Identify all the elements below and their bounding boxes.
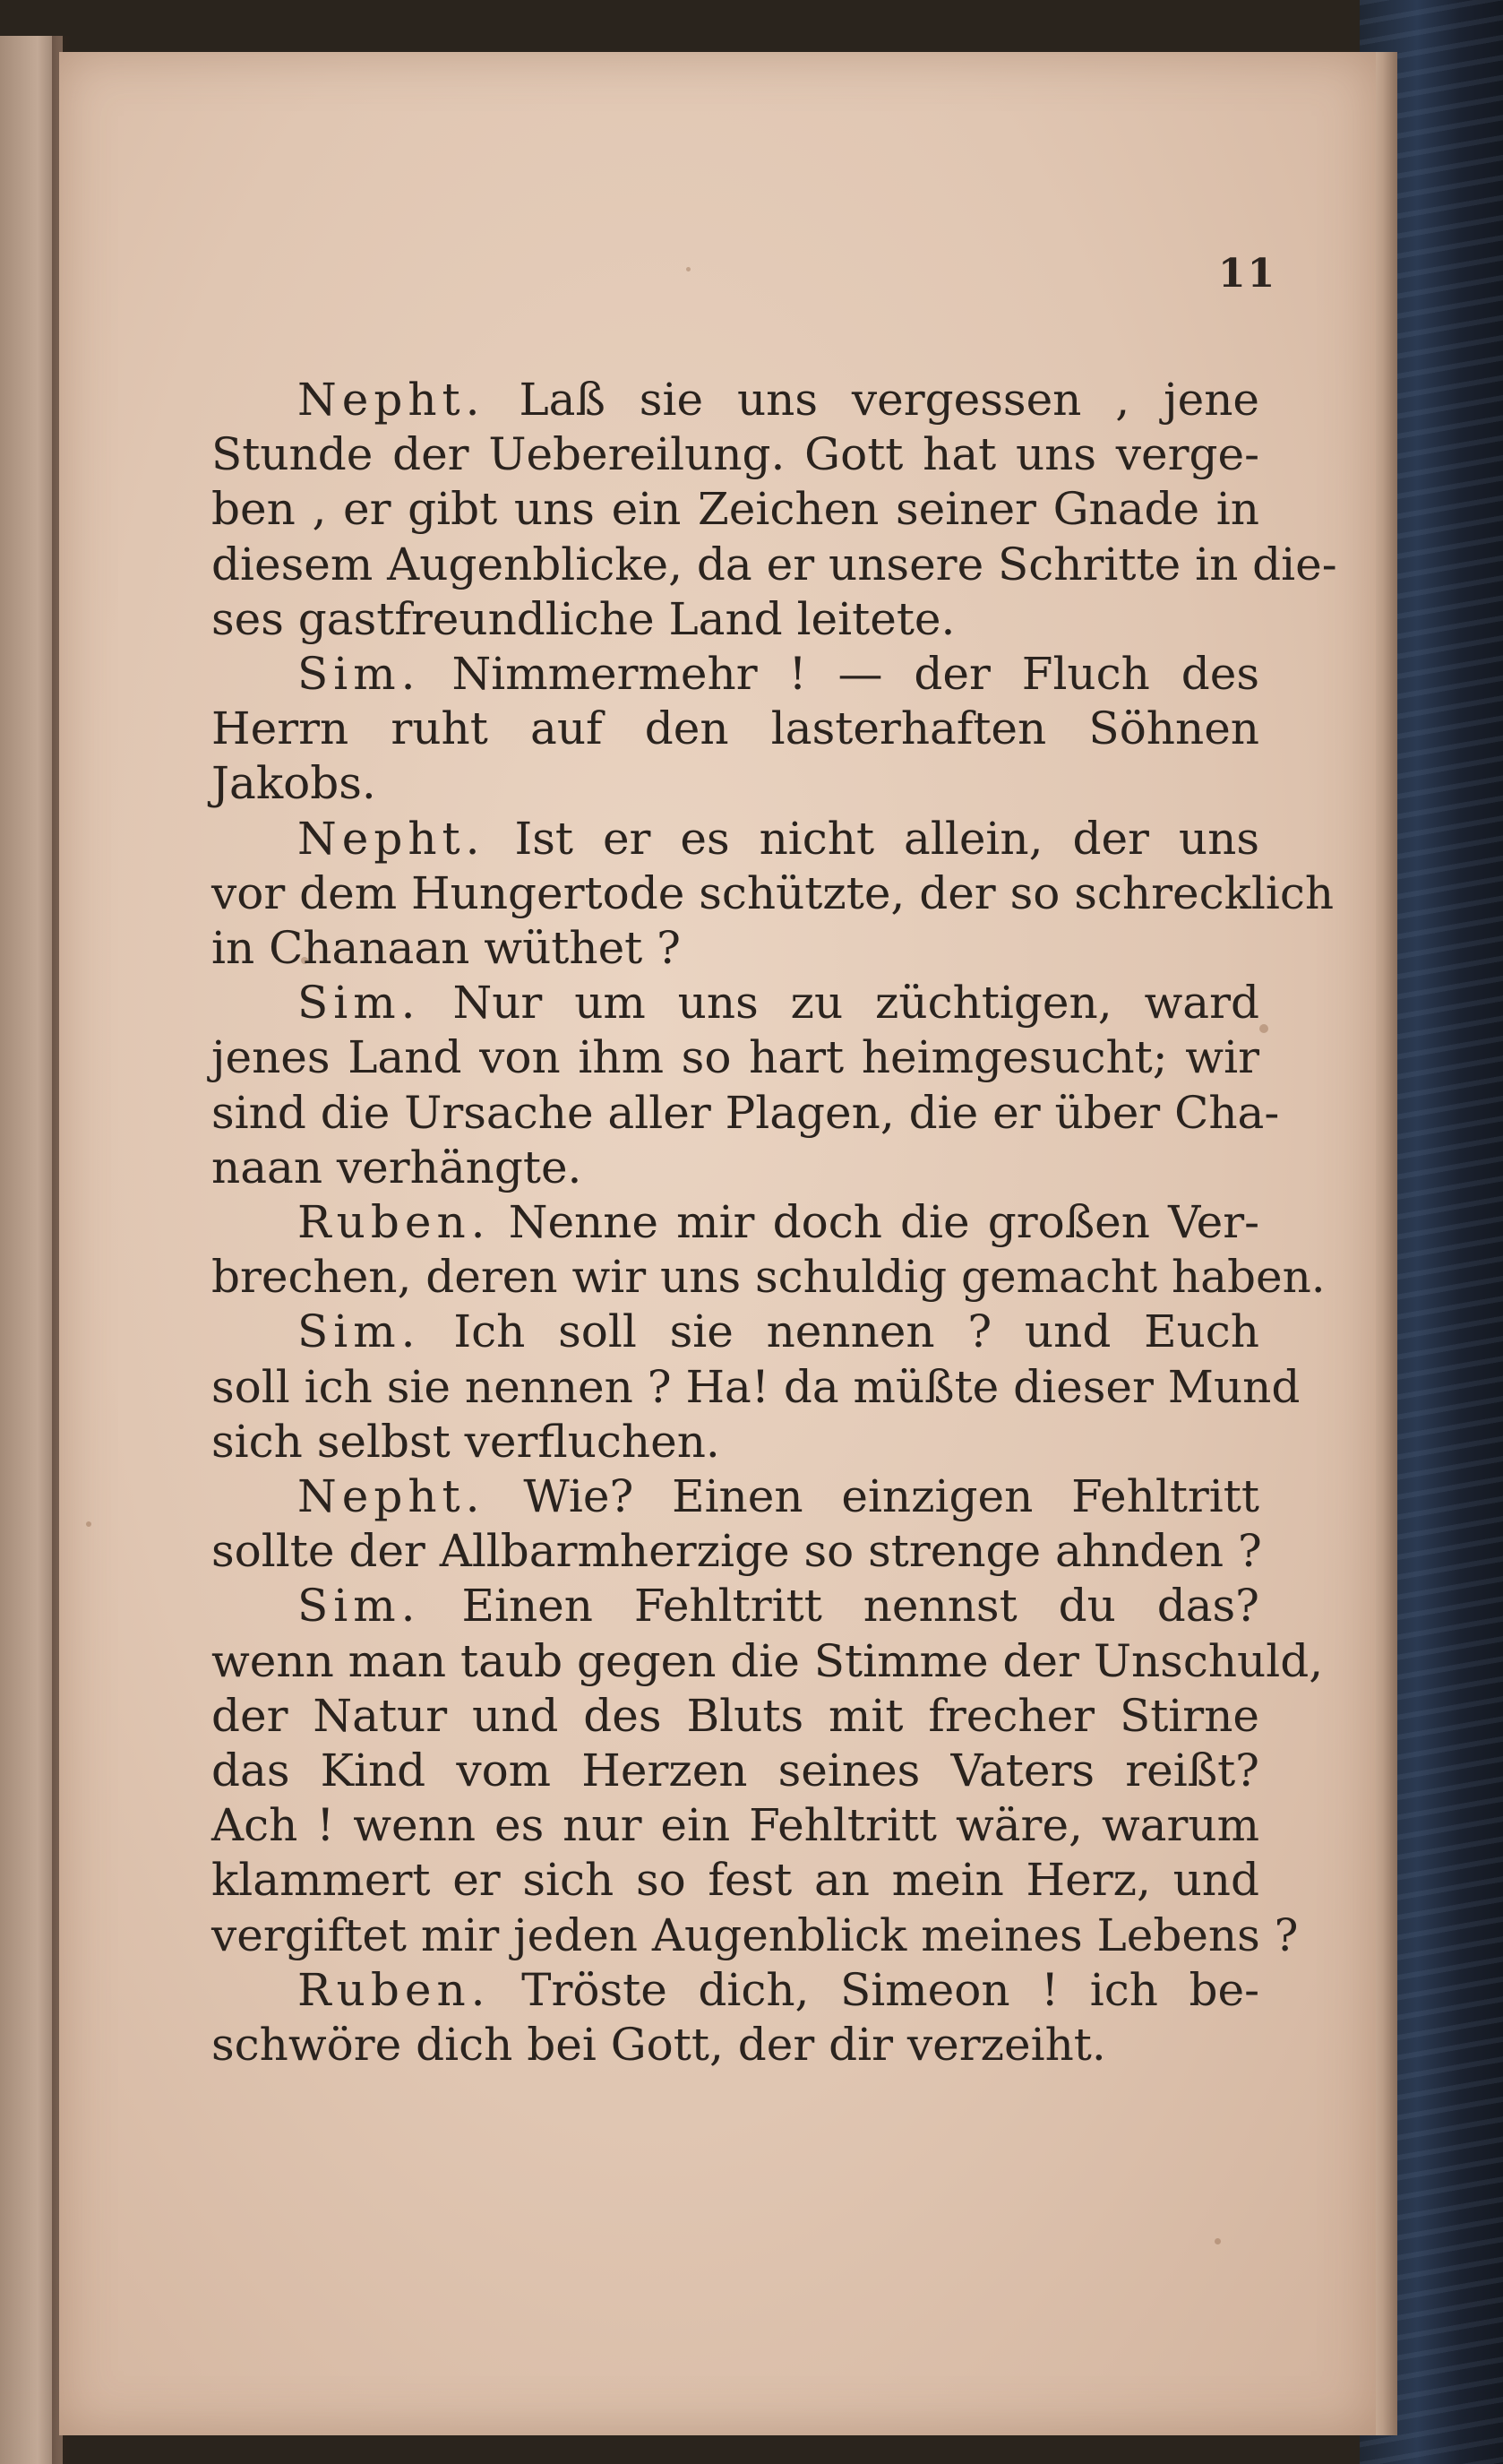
text-line: ses gastfreundliche Land leitete.	[211, 592, 956, 645]
speaker-name: Nepht.	[297, 1470, 485, 1523]
text-line: vor dem Hungertode schützte, der so schrecklich	[211, 866, 1335, 919]
paper-speck	[1215, 2238, 1221, 2244]
text-line: klammert er sich so fest an mein Herz, und	[211, 1854, 1259, 1907]
text-line: schwöre dich bei Gott, der dir verzeiht.	[211, 2019, 1106, 2072]
text-line: Ruben. Tröste dich, Simeon ! ich be-	[297, 1963, 1259, 2016]
text-line: Sim. Ich soll sie nennen ? und Euch	[297, 1305, 1259, 1358]
text-line: sind die Ursache aller Plagen, die er über Cha-	[211, 1086, 1280, 1139]
speaker-name: Sim.	[297, 1305, 421, 1358]
speaker-name: Nepht.	[297, 812, 485, 865]
text-line: jenes Land von ihm so hart heimgesucht; wir	[211, 1031, 1259, 1084]
dialogue-text	[211, 373, 1337, 2072]
text-line: Nepht. Laß sie uns vergessen , jene	[297, 374, 1259, 426]
text-line: das Kind vom Herzen seines Vaters reißt?	[211, 1745, 1259, 1797]
text-line: sich selbst verfluchen.	[211, 1415, 720, 1468]
text-line: Sim. Nur um uns zu züchtigen, ward	[297, 977, 1259, 1030]
page-number: 11	[1218, 251, 1277, 297]
text-line: der Natur und des Bluts mit frecher Stirne	[211, 1689, 1259, 1742]
paper-speck	[86, 1521, 91, 1527]
text-line: diesem Augenblicke, da er unsere Schritte in die-	[211, 538, 1337, 590]
text-line: wenn man taub gegen die Stimme der Unschuld,	[211, 1634, 1324, 1687]
speaker-name: Ruben.	[297, 1196, 491, 1249]
text-line: Ach ! wenn es nur ein Fehltritt wäre, warum	[211, 1799, 1259, 1852]
paper-speck	[1259, 1024, 1268, 1033]
text-line: vergiftet mir jeden Augenblick meines Lebens ?	[211, 1908, 1299, 1961]
text-line: soll ich sie nennen ? Ha! da müßte dieser Mund	[211, 1360, 1301, 1413]
speaker-name: Ruben.	[297, 1963, 491, 2016]
paper-speck	[686, 267, 691, 271]
text-line: ben , er gibt uns ein Zeichen seiner Gnade in	[211, 483, 1259, 536]
text-line: Sim. Nimmermehr ! — der Fluch des	[297, 648, 1259, 701]
text-line: Sim. Einen Fehltritt nennst du das?	[297, 1580, 1259, 1633]
text-line: Jakobs.	[211, 757, 376, 810]
speaker-name: Sim.	[297, 648, 421, 701]
text-line: brechen, deren wir uns schuldig gemacht haben.	[211, 1251, 1326, 1304]
speaker-name: Sim.	[297, 977, 421, 1030]
text-line: Ruben. Nenne mir doch die großen Ver-	[297, 1196, 1259, 1249]
speaker-name: Sim.	[297, 1580, 421, 1633]
text-line: Stunde der Uebereilung. Gott hat uns verge-	[211, 428, 1259, 481]
text-line: sollte der Allbarmherzige so strenge ahnden ?	[211, 1525, 1262, 1578]
text-line: Nepht. Ist er es nicht allein, der uns	[297, 812, 1259, 865]
text-line: Herrn ruht auf den lasterhaften Söhnen	[211, 702, 1259, 755]
speaker-name: Nepht.	[297, 374, 485, 426]
text-line: Nepht. Wie? Einen einzigen Fehltritt	[297, 1470, 1259, 1523]
text-line: naan verhängte.	[211, 1141, 582, 1193]
text-line: in Chanaan wüthet ?	[211, 922, 681, 975]
